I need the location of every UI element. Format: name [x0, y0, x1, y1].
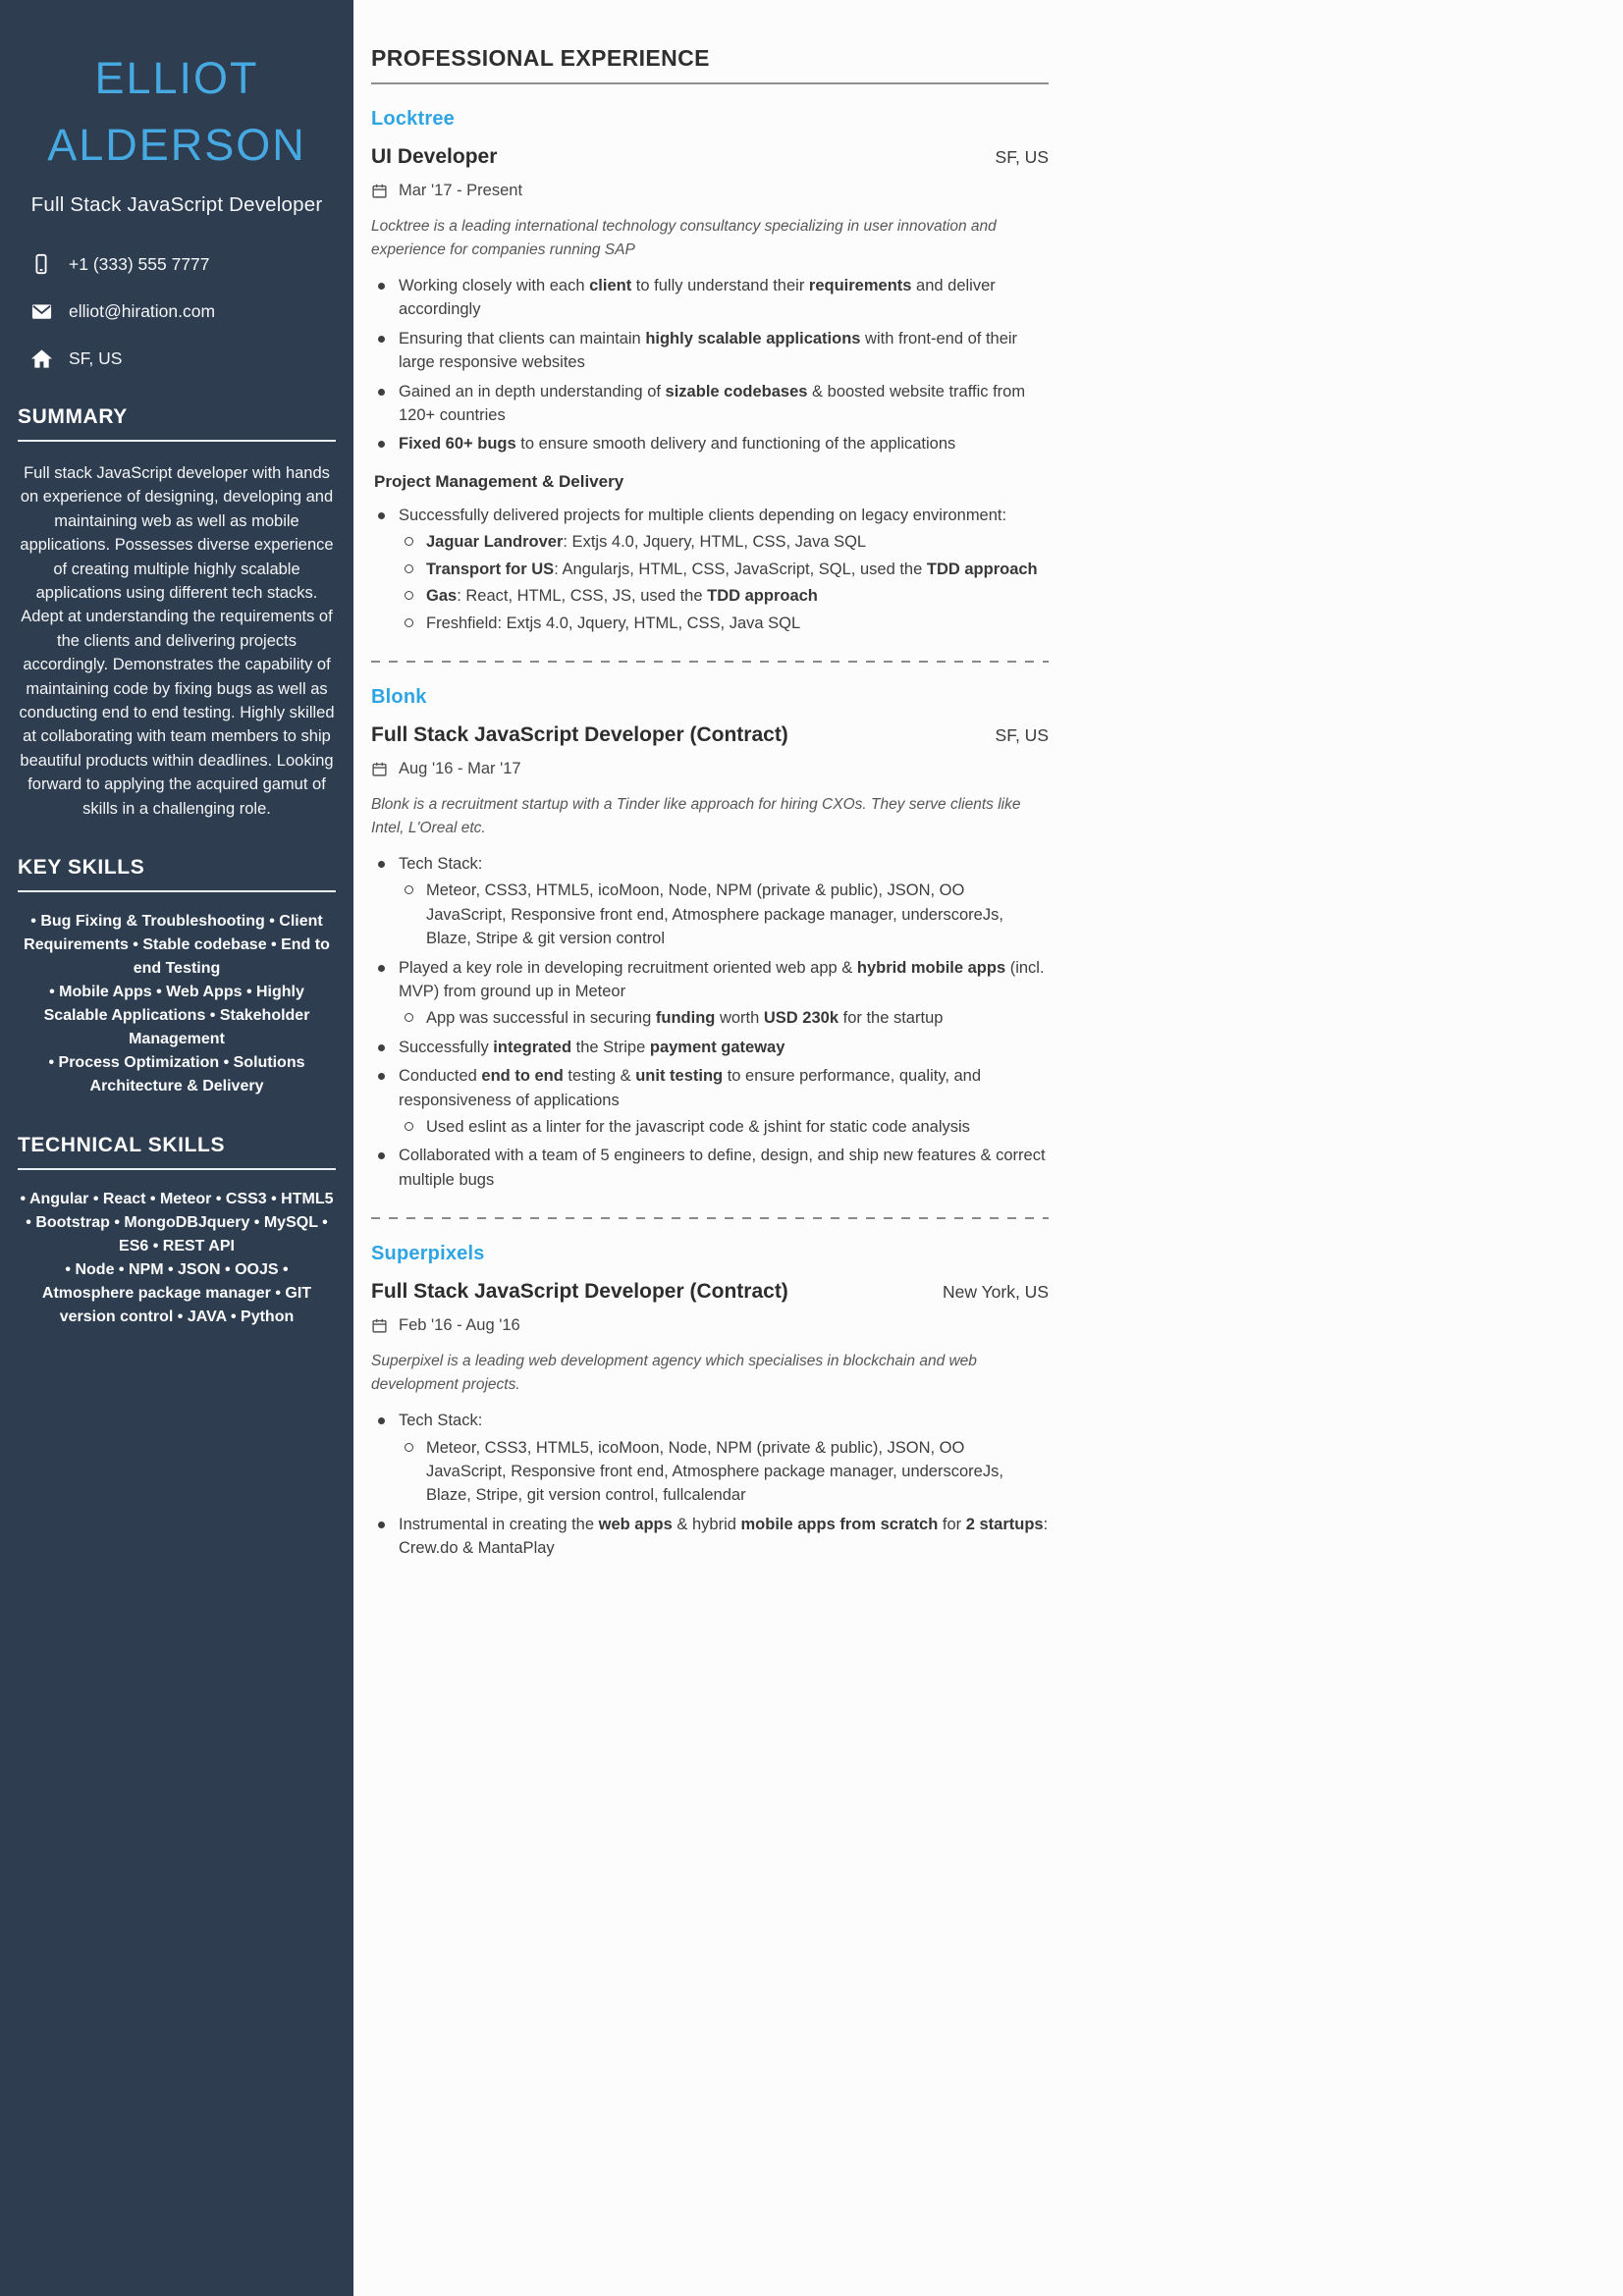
text-run: : Extjs 4.0, Jquery, HTML, CSS, Java SQL	[563, 533, 867, 552]
text-run: Meteor, CSS3, HTML5, icoMoon, Node, NPM (private & public), JSON, OO JavaScript, Responsive front end, Atmosphere package manager, underscoreJs, Blaze, Stripe & git version control	[426, 881, 1003, 948]
text-run: sizable codebases	[665, 382, 808, 400]
skill-group: • Angular • React • Meteor • CSS3 • HTML5 • Bootstrap • MongoDBJquery • MySQL • ES6 • REST API	[20, 1191, 334, 1255]
bullet-list	[371, 504, 1049, 635]
phone-icon	[29, 252, 53, 276]
bullet-text	[399, 274, 1049, 322]
bullet-item	[371, 1144, 1049, 1192]
job-dates-row	[371, 760, 1049, 778]
sub-bullet-list	[399, 879, 1049, 950]
text-run: : Crew.do & MantaPlay	[399, 1515, 1049, 1558]
company-name: Locktree	[371, 108, 455, 130]
text-run: and deliver accordingly	[399, 277, 996, 319]
text-run: for the startup	[839, 1009, 944, 1028]
text-run: with front-end of their large responsive websites	[399, 329, 1018, 372]
job-dates-row	[371, 1316, 1049, 1335]
bullet-text	[399, 1513, 1049, 1561]
contact-block	[18, 252, 336, 370]
text-run: Fixed 60+ bugs	[399, 435, 516, 454]
candidate-name	[18, 45, 336, 178]
bullet-item	[371, 852, 1049, 951]
text-run: testing &	[563, 1067, 636, 1086]
contact-email-text: elliot@hiration.com	[69, 300, 216, 321]
text-run: Tech Stack:	[399, 854, 483, 873]
contact-location	[29, 347, 336, 370]
job-location: SF, US	[995, 724, 1049, 745]
candidate-title: Full Stack JavaScript Developer	[30, 193, 323, 216]
skill-group: • Bug Fixing & Troubleshooting • Client Requirements • Stable codebase • End to end Testing	[24, 913, 330, 978]
text-run: Freshfield: Extjs 4.0, Jquery, HTML, CSS, Java SQL	[426, 614, 801, 632]
section-divider	[371, 1217, 1049, 1219]
skill-group: • Mobile Apps • Web Apps • Highly Scalable Applications • Stakeholder Management	[43, 984, 310, 1048]
sub-bullet-list	[399, 1115, 1049, 1139]
job-description: Blonk is a recruitment startup with a Tinder like approach for hiring CXOs. They serve clients like Intel, L'Oreal etc.	[371, 795, 1021, 836]
job-header	[371, 723, 1049, 747]
sub-bullet-text	[426, 1006, 1049, 1030]
text-run: USD 230k	[763, 1009, 839, 1028]
text-run: to fully understand their	[631, 277, 809, 295]
text-run: Instrumental in creating the	[399, 1515, 599, 1533]
bullet-text	[399, 1036, 1049, 1059]
experience-heading: PROFESSIONAL EXPERIENCE	[371, 45, 1049, 84]
sub-bullet-item	[401, 584, 1049, 608]
job-groups	[371, 852, 1049, 1192]
bullet-text	[399, 1144, 1049, 1192]
job-groups	[371, 274, 1049, 635]
text-run: Jaguar Landrover	[426, 533, 564, 552]
sub-bullet-list	[399, 530, 1049, 635]
summary-heading: SUMMARY	[18, 405, 336, 442]
summary-section	[18, 405, 336, 821]
text-run: : Angularjs, HTML, CSS, JavaScript, SQL, used the	[554, 560, 927, 578]
job-title: Full Stack JavaScript Developer (Contract)	[371, 1280, 788, 1304]
technical-skills-heading: TECHNICAL SKILLS	[18, 1134, 336, 1170]
bullet-text	[399, 327, 1049, 375]
bullet-item	[371, 432, 1049, 455]
text-run: payment gateway	[649, 1038, 785, 1056]
contact-email	[29, 299, 336, 323]
company-name: Blonk	[371, 685, 427, 708]
text-run: Conducted	[399, 1067, 482, 1086]
sub-bullet-item	[401, 612, 1049, 635]
bullet-list	[371, 274, 1049, 456]
text-run: App was successful in securing	[426, 1009, 656, 1028]
bullet-text	[399, 956, 1049, 1004]
job-description: Locktree is a leading international technology consultancy specializing in user innovation and experience for companies running SAP	[371, 218, 997, 259]
job-entry	[371, 686, 1049, 1192]
text-run: Ensuring that clients can maintain	[399, 329, 646, 347]
text-run: to ensure performance, quality, and responsiveness of applications	[399, 1067, 982, 1109]
sub-bullet-text	[426, 530, 1049, 554]
sub-bullet-list	[399, 1006, 1049, 1030]
text-run: mobile apps from scratch	[740, 1515, 939, 1533]
sidebar	[0, 0, 353, 2296]
calendar-icon	[371, 183, 388, 199]
job-entry	[371, 108, 1049, 635]
text-run: for	[938, 1515, 966, 1533]
job-dates: Feb '16 - Aug '16	[399, 1316, 520, 1335]
sub-bullet-item	[401, 1115, 1049, 1139]
text-run: Transport for US	[426, 560, 555, 578]
text-run: hybrid mobile apps	[856, 958, 1006, 977]
bullet-text	[399, 504, 1049, 527]
main-column	[353, 0, 1623, 2296]
bullet-text	[399, 852, 1049, 876]
bullet-item	[371, 1064, 1049, 1139]
job-description: Superpixel is a leading web development agency which specialises in blockchain and web development projects.	[371, 1353, 977, 1394]
text-run: Working closely with each	[399, 277, 590, 295]
bullet-item	[371, 1513, 1049, 1561]
bullet-item	[371, 380, 1049, 428]
text-run: the Stripe	[571, 1038, 650, 1056]
text-run: worth	[715, 1009, 764, 1028]
text-run: (incl. MVP) from ground up in Meteor	[399, 958, 1045, 1000]
candidate-name-line2: ALDERSON	[47, 119, 306, 170]
job-title: UI Developer	[371, 145, 498, 168]
bullet-text	[399, 1409, 1049, 1432]
text-run: Played a key role in developing recruitment oriented web app &	[399, 958, 857, 977]
bullet-text	[399, 380, 1049, 428]
sub-bullet-text	[426, 1436, 1049, 1508]
job-dates-row	[371, 182, 1049, 200]
text-run: TDD approach	[926, 560, 1038, 578]
bullet-text	[399, 432, 1049, 455]
calendar-icon	[371, 761, 388, 777]
text-run: : React, HTML, CSS, JS, used the	[457, 587, 708, 606]
job-location: SF, US	[995, 147, 1049, 167]
text-run: 2 startups	[965, 1515, 1044, 1533]
text-run: end to end	[481, 1067, 564, 1086]
key-skills-section	[18, 856, 336, 1098]
sub-bullet-item	[401, 879, 1049, 950]
text-run: & boosted website traffic from 120+ countries	[399, 382, 1026, 425]
bullet-item	[371, 327, 1049, 375]
sub-bullet-text	[426, 879, 1049, 950]
job-title: Full Stack JavaScript Developer (Contract)	[371, 722, 788, 746]
text-run: Collaborated with a team of 5 engineers to define, design, and ship new features & correct multiple bugs	[399, 1147, 1046, 1189]
company-name: Superpixels	[371, 1243, 485, 1265]
job-header	[371, 145, 1049, 169]
technical-skills-list	[18, 1188, 336, 1329]
text-run: Successfully	[399, 1038, 494, 1056]
key-skills-heading: KEY SKILLS	[18, 856, 336, 892]
bullet-item	[371, 1036, 1049, 1059]
bullet-item	[371, 956, 1049, 1031]
bullet-item	[371, 274, 1049, 322]
contact-phone-text: +1 (333) 555 7777	[69, 253, 210, 274]
technical-skills-section	[18, 1134, 336, 1329]
text-run: Gained an in depth understanding of	[399, 382, 666, 400]
job-location: New York, US	[943, 1282, 1049, 1303]
bullet-item	[371, 1409, 1049, 1508]
email-icon	[29, 299, 53, 323]
contact-phone	[29, 252, 336, 276]
sub-bullet-list	[399, 1436, 1049, 1508]
job-dates: Aug '16 - Mar '17	[399, 759, 521, 777]
sub-bullet-item	[401, 1436, 1049, 1508]
skill-group: • Process Optimization • Solutions Architecture & Delivery	[48, 1054, 305, 1095]
bullet-list	[371, 1409, 1049, 1560]
text-run: Successfully delivered projects for multiple clients depending on legacy environment:	[399, 506, 1007, 524]
calendar-icon	[371, 1317, 388, 1334]
bullet-group-heading: Project Management & Delivery	[374, 471, 624, 491]
text-run: client	[589, 277, 632, 295]
sub-bullet-text	[426, 584, 1049, 608]
text-run: requirements	[808, 277, 912, 295]
sub-bullet-text	[426, 1115, 1049, 1139]
job-dates: Mar '17 - Present	[399, 182, 523, 199]
text-run: Gas	[426, 587, 458, 606]
sub-bullet-item	[401, 558, 1049, 581]
text-run: highly scalable applications	[645, 329, 861, 347]
candidate-name-line1: ELLIOT	[94, 53, 259, 103]
text-run: to ensure smooth delivery and functioning of the applications	[515, 435, 956, 454]
job-entry	[371, 1243, 1049, 1560]
text-run: funding	[655, 1009, 716, 1028]
bullet-text	[399, 1064, 1049, 1112]
contact-location-text: SF, US	[69, 347, 123, 368]
text-run: & hybrid	[672, 1515, 741, 1533]
text-run: web apps	[598, 1515, 673, 1533]
sub-bullet-text	[426, 558, 1049, 581]
summary-text: Full stack JavaScript developer with hands on experience of designing, developing and maintaining web as well as mobile applications. Possesses diverse experience of creating multiple highly scalable applications using different tech stacks. Adept at understanding the requirements of the clients and delivering projects accordingly. Demonstrates the capability of maintaining code by fixing bugs as well as conducting end to end testing. Highly skilled at collaborating with team members to ship beautiful products within deadlines. Looking forward to applying the acquired gamut of skills in a challenging role.	[19, 464, 335, 818]
section-divider	[371, 661, 1049, 663]
bullet-list	[371, 852, 1049, 1192]
text-run: integrated	[493, 1038, 572, 1056]
text-run: TDD approach	[707, 587, 818, 606]
job-header	[371, 1280, 1049, 1304]
job-groups	[371, 1409, 1049, 1560]
jobs	[371, 108, 1049, 1561]
skill-group: • Node • NPM • JSON • OOJS • Atmosphere package manager • GIT version control • JAVA • Python	[41, 1261, 312, 1326]
text-run: unit testing	[635, 1067, 724, 1086]
text-run: Used eslint as a linter for the javascript code & jshint for static code analysis	[426, 1118, 970, 1136]
bullet-item	[371, 504, 1049, 635]
sub-bullet-item	[401, 1006, 1049, 1030]
text-run: Tech Stack:	[399, 1412, 483, 1430]
sub-bullet-item	[401, 530, 1049, 554]
sub-bullet-text	[426, 612, 1049, 635]
text-run: Meteor, CSS3, HTML5, icoMoon, Node, NPM (private & public), JSON, OO JavaScript, Responsive front end, Atmosphere package manager, underscoreJs, Blaze, Stripe, git version control, fullcalendar	[426, 1438, 1003, 1505]
main-content	[371, 45, 1049, 1561]
home-icon	[29, 347, 53, 370]
key-skills-list	[18, 910, 336, 1098]
